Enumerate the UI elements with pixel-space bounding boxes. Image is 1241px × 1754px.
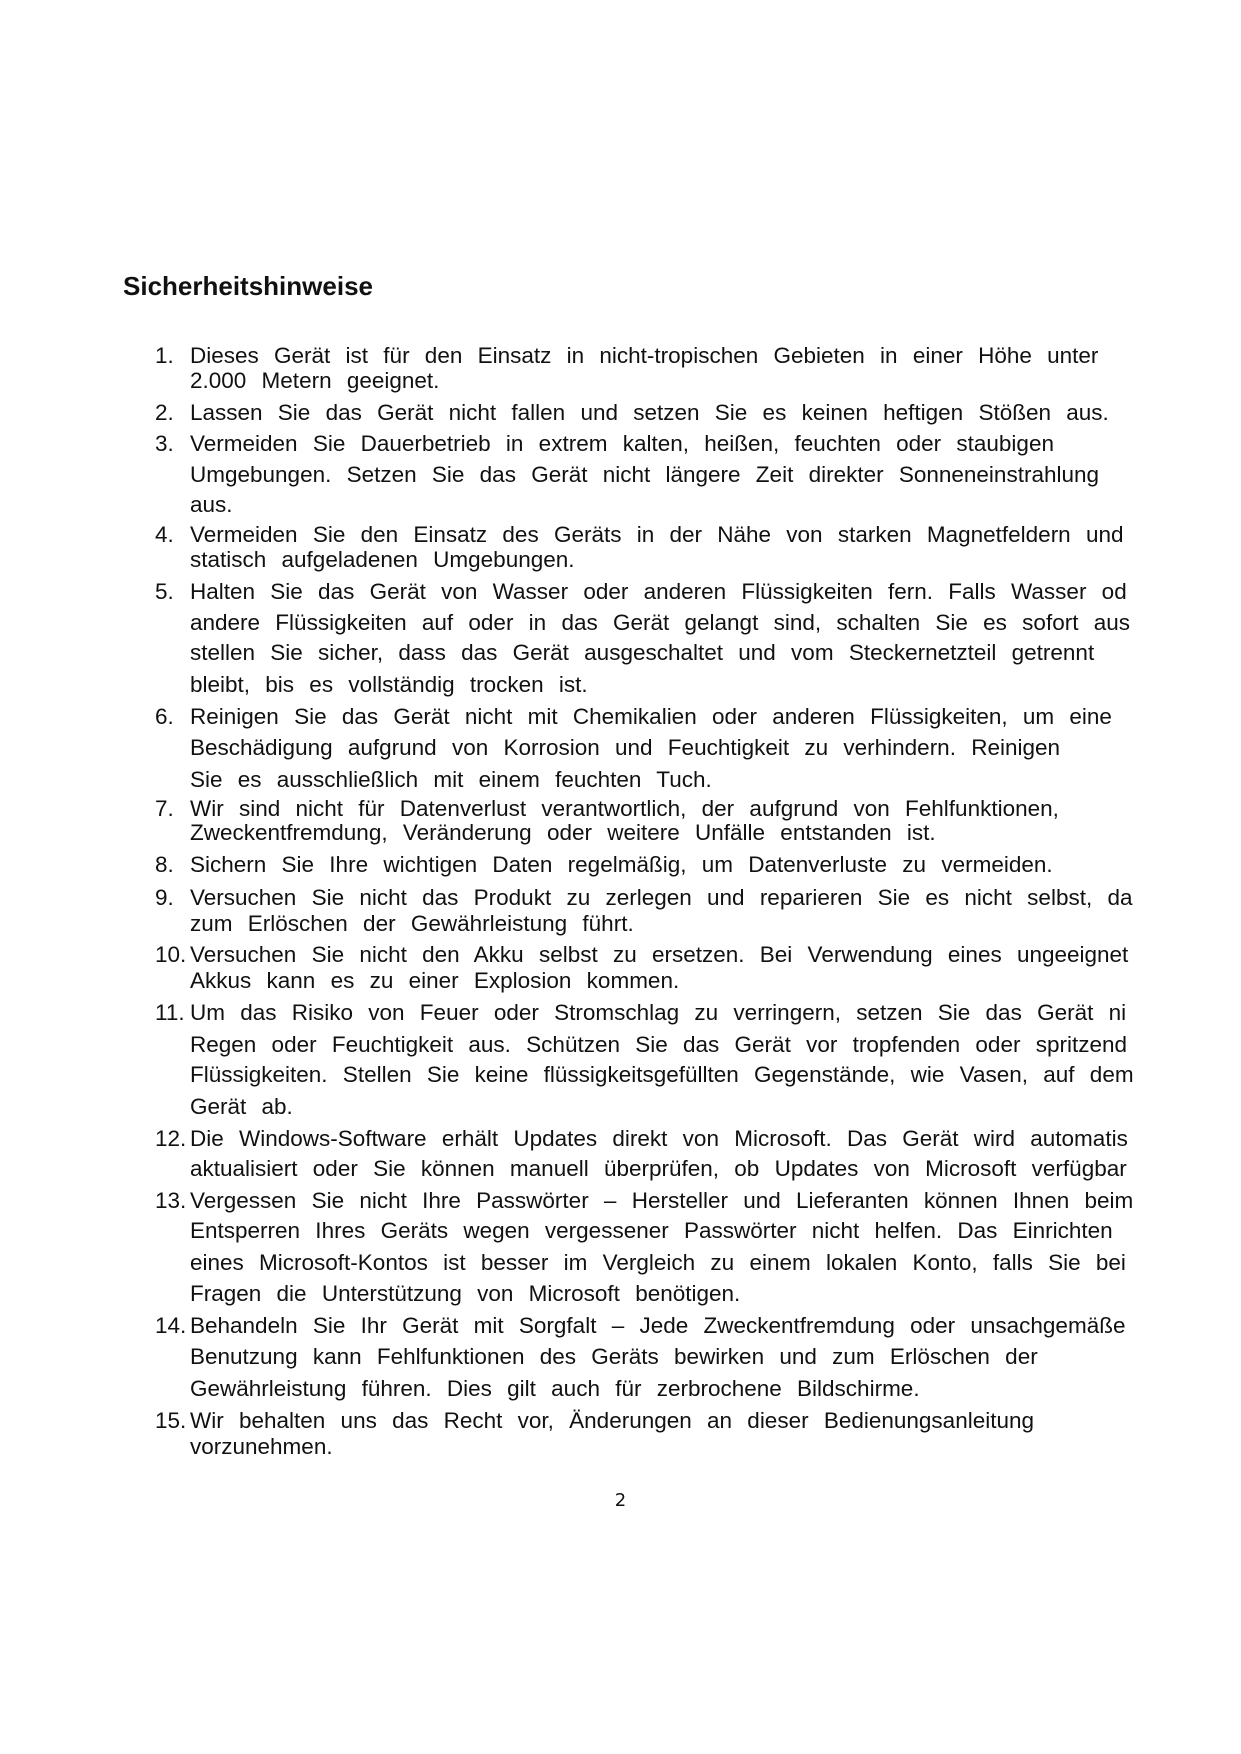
item-text-line: zum Erlöschen der Gewährleistung führt. [190, 911, 634, 936]
item-text-line: Vergessen Sie nicht Ihre Passwörter – Hersteller und Lieferanten können Ihnen beim [190, 1188, 1134, 1213]
item-text-line: 2.000 Metern geeignet. [190, 368, 440, 393]
item-text-line: Umgebungen. Setzen Sie das Gerät nicht längere Zeit direkter Sonneneinstrahlung [190, 462, 1100, 487]
item-number: 10. [155, 942, 187, 967]
item-text-line: bleibt, bis es vollständig trocken ist. [190, 672, 588, 697]
item-text-line: aus. [190, 492, 233, 517]
item-number: 3. [155, 431, 174, 456]
item-number: 6. [155, 704, 174, 729]
item-text-line: Wir behalten uns das Recht vor, Änderungen an dieser Bedienungsanleitung [190, 1408, 1035, 1433]
item-text-line: Die Windows-Software erhält Updates direkt von Microsoft. Das Gerät wird automatis [190, 1126, 1128, 1151]
item-text-line: Behandeln Sie Ihr Gerät mit Sorgfalt – Jede Zweckentfremdung oder unsachgemäße [190, 1313, 1126, 1338]
item-text-line: Beschädigung aufgrund von Korrosion und Feuchtigkeit zu verhindern. Reinigen [190, 735, 1061, 760]
item-text-line: Gerät ab. [190, 1094, 293, 1119]
item-text-line: Wir sind nicht für Datenverlust verantwortlich, der aufgrund von Fehlfunktionen, [190, 796, 1059, 821]
item-number: 15. [155, 1408, 187, 1433]
item-number: 13. [155, 1188, 187, 1213]
item-text-line: Versuchen Sie nicht das Produkt zu zerlegen und reparieren Sie es nicht selbst, da [190, 885, 1133, 910]
item-text-line: Versuchen Sie nicht den Akku selbst zu ersetzen. Bei Verwendung eines ungeeignet [190, 942, 1129, 967]
item-number: 2. [155, 400, 174, 425]
item-number: 7. [155, 796, 174, 821]
item-text-line: aktualisiert oder Sie können manuell überprüfen, ob Updates von Microsoft verfügbar [190, 1156, 1127, 1181]
item-text-line: Gewährleistung führen. Dies gilt auch für zerbrochene Bildschirme. [190, 1376, 920, 1401]
item-text-line: Entsperren Ihres Geräts wegen vergessener Passwörter nicht helfen. Das Einrichten [190, 1218, 1113, 1243]
item-text-line: Flüssigkeiten. Stellen Sie keine flüssigkeitsgefüllten Gegenstände, wie Vasen, auf dem [190, 1062, 1134, 1087]
item-text-line: Sichern Sie Ihre wichtigen Daten regelmäßig, um Datenverluste zu vermeiden. [190, 852, 1053, 877]
page-number: 2 [614, 1490, 627, 1511]
item-text-line: Dieses Gerät ist für den Einsatz in nicht-tropischen Gebieten in einer Höhe unter [190, 343, 1099, 368]
item-number: 12. [155, 1126, 187, 1151]
item-text-line: Reinigen Sie das Gerät nicht mit Chemikalien oder anderen Flüssigkeiten, um eine [190, 704, 1112, 729]
item-text-line: Fragen die Unterstützung von Microsoft benötigen. [190, 1281, 741, 1306]
item-text-line: Zweckentfremdung, Veränderung oder weitere Unfälle entstanden ist. [190, 820, 936, 845]
item-number: 1. [155, 343, 174, 368]
item-text-line: Vermeiden Sie Dauerbetrieb in extrem kalten, heißen, feuchten oder staubigen [190, 431, 1054, 456]
item-text-line: Vermeiden Sie den Einsatz des Geräts in der Nähe von starken Magnetfeldern und [190, 522, 1124, 547]
item-number: 4. [155, 522, 174, 547]
item-text-line: Akkus kann es zu einer Explosion kommen. [190, 968, 680, 993]
item-number: 11. [155, 1000, 185, 1025]
item-number: 5. [155, 579, 174, 604]
item-number: 14. [155, 1313, 187, 1338]
item-text-line: eines Microsoft-Kontos ist besser im Vergleich zu einem lokalen Konto, falls Sie bei [190, 1250, 1126, 1275]
item-text-line: Um das Risiko von Feuer oder Stromschlag zu verringern, setzen Sie das Gerät ni [190, 1000, 1127, 1025]
page-title: Sicherheitshinweise [123, 271, 373, 301]
item-text-line: Lassen Sie das Gerät nicht fallen und setzen Sie es keinen heftigen Stößen aus. [190, 400, 1109, 425]
item-text-line: Benutzung kann Fehlfunktionen des Geräts bewirken und zum Erlöschen der [190, 1344, 1038, 1369]
item-number: 9. [155, 885, 174, 910]
item-number: 8. [155, 852, 174, 877]
item-text-line: vorzunehmen. [190, 1434, 333, 1459]
item-text-line: Halten Sie das Gerät von Wasser oder anderen Flüssigkeiten fern. Falls Wasser od [190, 579, 1127, 604]
item-text-line: statisch aufgeladenen Umgebungen. [190, 547, 575, 572]
item-text-line: Regen oder Feuchtigkeit aus. Schützen Sie das Gerät vor tropfenden oder spritzend [190, 1032, 1127, 1057]
item-text-line: stellen Sie sicher, dass das Gerät ausgeschaltet und vom Steckernetzteil getrennt [190, 640, 1095, 665]
item-text-line: andere Flüssigkeiten auf oder in das Gerät gelangt sind, schalten Sie es sofort aus [190, 610, 1130, 635]
item-text-line: Sie es ausschließlich mit einem feuchten Tuch. [190, 767, 712, 792]
